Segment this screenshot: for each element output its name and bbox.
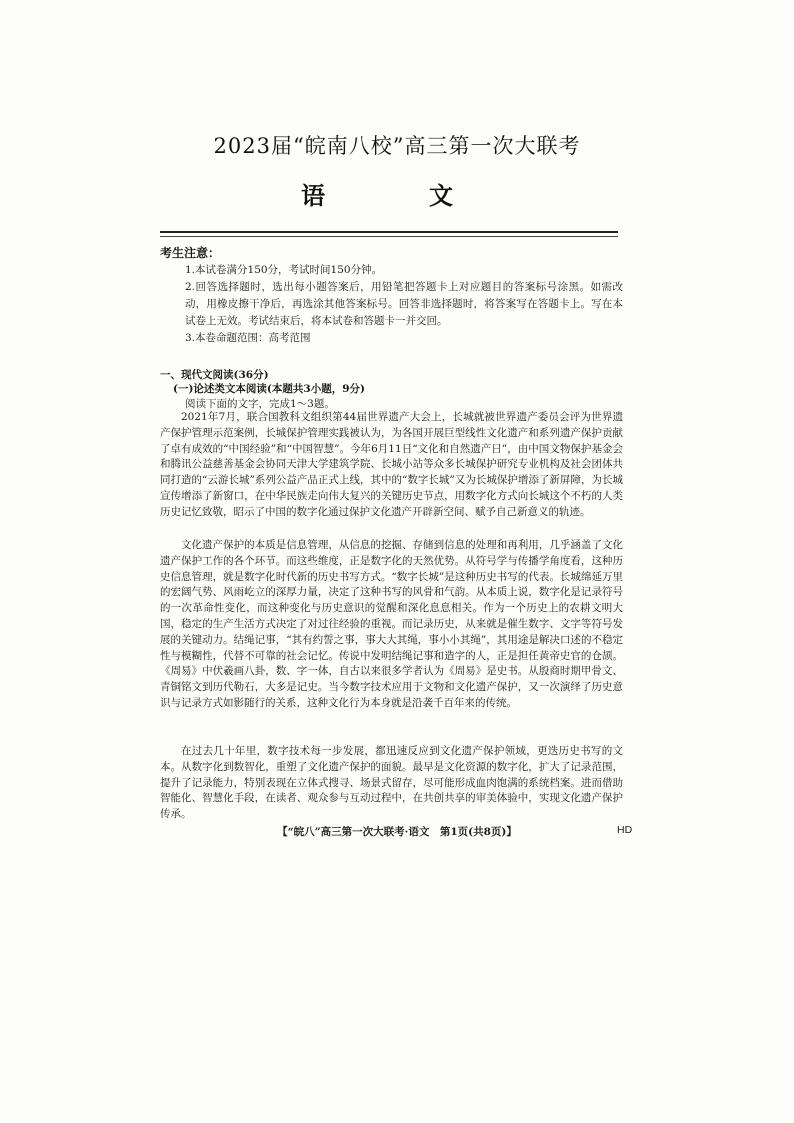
- header-rule-thin: [160, 236, 618, 237]
- notice-item: 1.本试卷满分150分，考试时间150分钟。: [185, 264, 383, 276]
- passage-paragraph: 在过去几十年里，数字技术每一步发展，都迅速反应到文化遗产保护领域，更迭历史书写的文本。从数字化到数智化，重塑了文化遗产保护的面貌。最早是文化资源的数字化，扩大了记录范围，提升了记录能力，特别表现在立体式搜寻、场景式留存，尽可能形成血肉饱满的系统档案。进而借助智能化、智慧化手段，在读者、观众参与互动过程中，在共创共享的审美体验中，实现文化遗产保护传承。: [160, 745, 623, 821]
- passage-paragraph: 文化遗产保护的本质是信息管理，从信息的挖掘、存储到信息的处理和再利用，几乎涵盖了文化遗产保护工作的各个环节。而这些维度，正是数字化的天然优势。从符号学与传播学角度看，这种历史信息管理，就是数字化时代新的历史书写方式。“数字长城”是这种历史书写的代表。长城绵延万里的宏阔气势、风雨屹立的深厚力量，决定了这种书写的风骨和气韵。从本质上说，数字化是记录符号的一次革命性变化，而这种变化与历史意识的觉醒和深化息息相关。作为一个历史上的农耕文明大国，稳定的生产生活方式决定了对过往经验的重视。而记录历史，从来就是催生数字、文字等符号发展的关键动力。结绳记事，“其有约誓之事，事大大其绳，事小小其绳”，其用途是解决口述的不稳定性与模糊性，代替不可靠的社会记忆。传说中发明结绳记事和造字的人，正是担任黄帝史官的仓颉。《周易》中伏羲画八卦，数、字一体，自古以来很多学者认为《周易》是史书。从殷商时期甲骨文、青铜铭文到历代勒石，大多是记史。当今数字技术应用于文物和文化遗产保护，又一次演绎了历史意识与记录方式如影随行的关系，这种文化行为本身就是沿袭千百年来的传统。: [160, 539, 623, 709]
- exam-title: 2023届“皖南八校”高三第一次大联考: [213, 134, 581, 158]
- notice-item: 3.本卷命题范围：高考范围: [185, 332, 311, 344]
- reading-instruction: 阅读下面的文字，完成1～3题。: [185, 398, 335, 410]
- section-heading: 一、现代文阅读(36分): [160, 369, 269, 381]
- passage-paragraph: 2021年7月，联合国教科文组织第44届世界遗产大会上，长城就被世界遗产委员会评为世界遗产保护管理示范案例，长城保护管理实践被认为，为各国开展巨型线性文化遗产和系列遗产保护贡献了卓有成效的“中国经验”和“中国智慧”。今年6月11日“文化和自然遗产日”，由中国文物保护基金会和腾讯公益慈善基金会协同天津大学建筑学院、长城小站等众多长城保护研究专业机构及社会团体共同打造的“云游长城”系列公益产品正式上线，其中的“数字长城”又为长城保护增添了新屏障，为长城宣传增添了新窗口，在中华民族走向伟大复兴的关键历史节点，用数字化方式向长城这个不朽的人类历史记忆致敬，昭示了中国的数字化通过保护文化遗产开辟新空间、赋予自己新意义的轨迹。: [160, 411, 623, 518]
- notice-title: 考生注意：: [160, 246, 221, 260]
- notice-item: 2.回答选择题时，选出每小题答案后，用铅笔把答题卡上对应题目的答案标号涂黑。如需改动，用橡皮擦干净后，再选涂其他答案标号。回答非选择题时，将答案写在答题卡上。写在本试卷上无效。考试结束后，将本试卷和答题卡一并交回。: [185, 281, 623, 327]
- paper-code: HD: [617, 824, 633, 836]
- subject-title: 语 文: [301, 181, 493, 210]
- header-rule: [160, 231, 618, 233]
- section-subheading: (一)论述类文本阅读(本题共3小题，9分): [173, 383, 365, 395]
- page-footer: 【“皖八”高三第一次大联考·语文 第1页(共8页)】: [277, 826, 517, 838]
